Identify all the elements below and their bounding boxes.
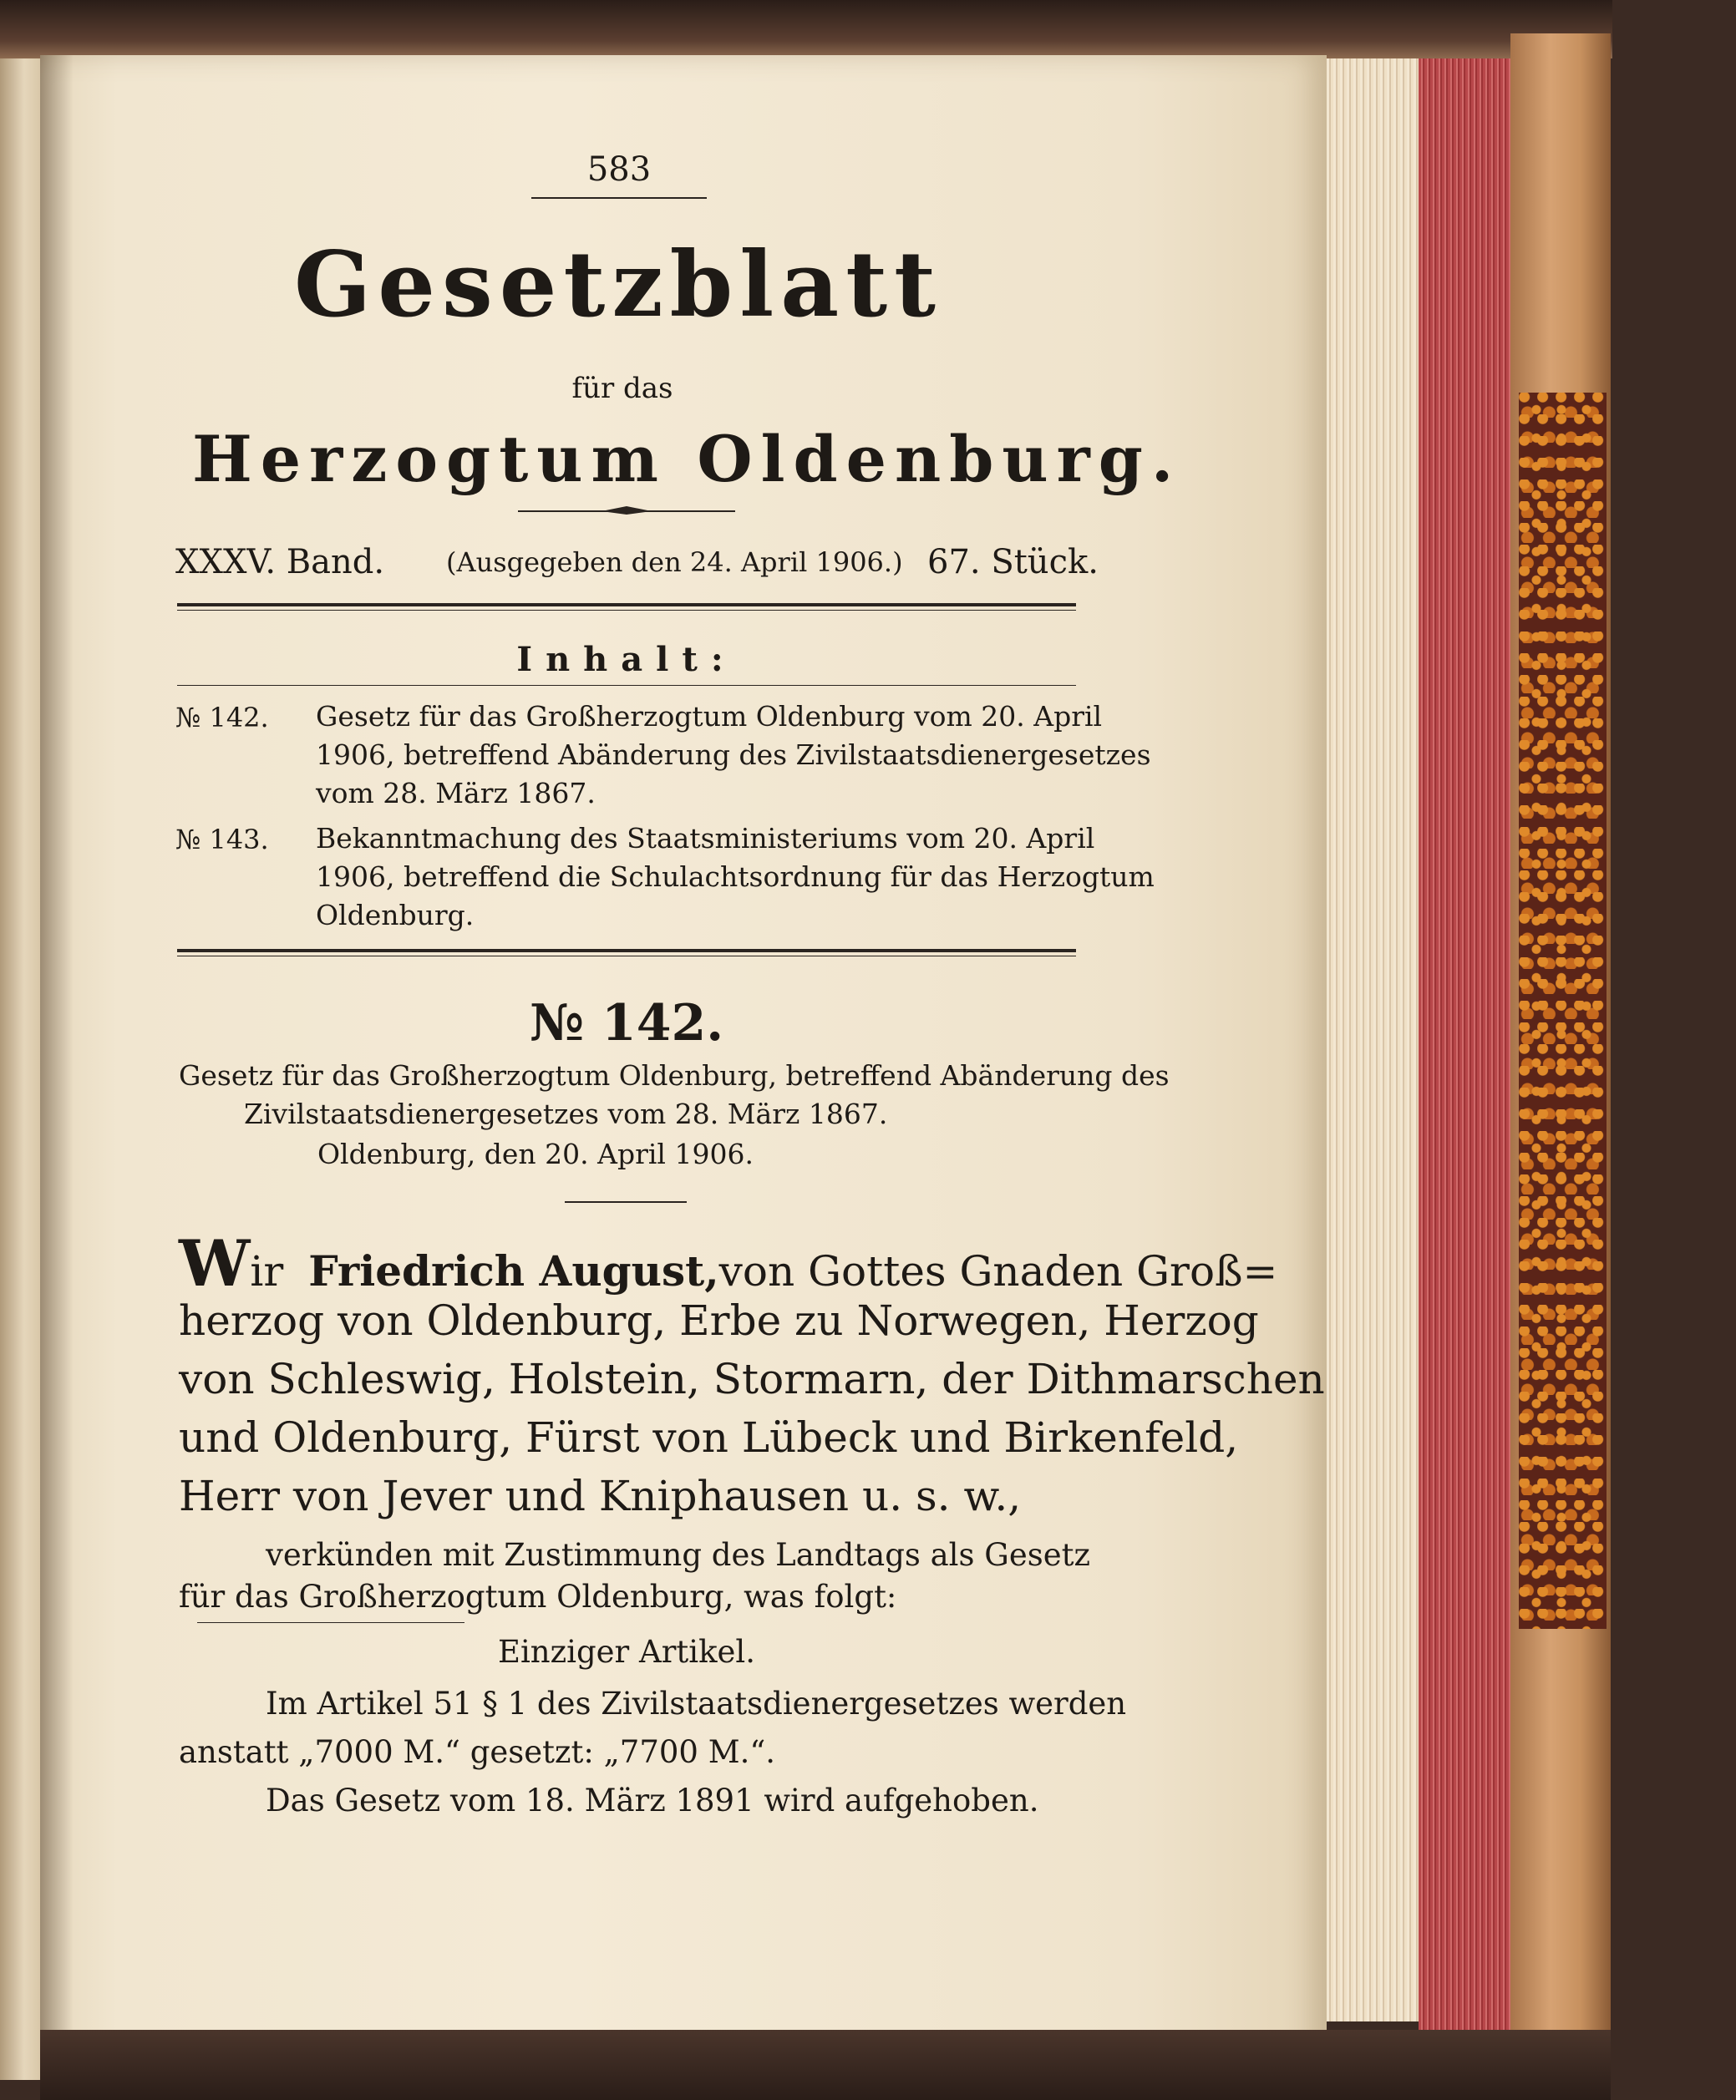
page-number-rule — [531, 197, 707, 199]
preamble-first-line — [179, 1226, 1278, 1301]
preamble-tail: von Gottes Gnaden Groß= — [718, 1247, 1278, 1296]
law-title-line: Gesetz für das Großherzogtum Oldenburg, betreffend Abänderung des — [179, 1059, 1170, 1092]
preamble-line: herzog von Oldenburg, Erbe zu Norwegen, Herzog — [179, 1296, 1259, 1345]
ornament-divider — [518, 503, 735, 520]
double-rule-top — [177, 949, 1076, 952]
title-sub: für das — [571, 372, 673, 405]
law-title-line: Zivilstaatsdienergesetzes vom 28. März 1867. — [244, 1098, 888, 1130]
issue-date: (Ausgegeben den 24. April 1906.) — [446, 546, 903, 578]
double-rule-bottom — [177, 610, 1076, 611]
issue-band: XXXV. Band. — [175, 543, 385, 581]
page-title: Gesetzblatt — [294, 232, 942, 337]
toc-number: № 142. — [175, 702, 269, 733]
left-page-edge — [0, 58, 40, 2080]
double-rule-top — [177, 603, 1076, 606]
law-date: Oldenburg, den 20. April 1906. — [317, 1138, 754, 1170]
toc-line: vom 28. März 1867. — [316, 777, 596, 809]
issue-stueck: 67. Stück. — [927, 543, 1099, 581]
red-page-edges — [1419, 58, 1510, 2030]
toc-line: Gesetz für das Großherzogtum Oldenburg vom 20. April — [316, 700, 1103, 733]
law-number: № 142. — [529, 994, 724, 1053]
drop-initial: W — [179, 1226, 251, 1301]
sovereign-name: Friedrich August, — [308, 1246, 719, 1296]
closing-line: Das Gesetz vom 18. März 1891 wird aufgehoben. — [266, 1783, 1039, 1818]
contents-heading: Inhalt: — [516, 640, 737, 679]
contents-rule — [177, 685, 1076, 686]
article-line: Im Artikel 51 § 1 des Zivilstaatsdienergesetzes werden — [266, 1686, 1127, 1722]
article-line: anstatt „7000 M.“ gesetzt: „7700 M.“. — [179, 1734, 776, 1770]
short-rule — [565, 1201, 687, 1203]
toc-line: 1906, betreffend Abänderung des Zivilstaatsdienergesetzes — [316, 738, 1151, 771]
toc-line: Oldenburg. — [316, 899, 475, 931]
toc-line: Bekanntmachung des Staatsministeriums vom 20. April — [316, 822, 1095, 855]
enactment-line: verkünden mit Zustimmung des Landtags als Gesetz — [266, 1537, 1090, 1573]
toc-number: № 143. — [175, 824, 269, 855]
title-main: Herzogtum Oldenburg. — [192, 422, 1182, 496]
page-stack-edges — [1327, 58, 1419, 2021]
enactment-line: für das Großherzogtum Oldenburg, was folgt: — [179, 1579, 897, 1615]
page-number: 583 — [586, 150, 652, 189]
article-heading: Einziger Artikel. — [497, 1634, 756, 1670]
preamble-line: Herr von Jever und Kniphausen u. s. w., — [179, 1472, 1022, 1520]
toc-line: 1906, betreffend die Schulachtsordnung für das Herzogtum — [316, 860, 1155, 893]
faint-rule — [197, 1622, 464, 1623]
preamble-line: und Oldenburg, Fürst von Lübeck und Birkenfeld, — [179, 1413, 1239, 1462]
preamble-line: von Schleswig, Holstein, Stormarn, der Dithmarschen — [179, 1355, 1325, 1403]
preamble-word: ir — [250, 1247, 284, 1296]
book-bottom-edge — [40, 2030, 1611, 2100]
book-cover-top — [0, 0, 1612, 58]
page-gutter-shadow — [40, 55, 74, 2093]
marbled-cover — [1519, 393, 1607, 1629]
